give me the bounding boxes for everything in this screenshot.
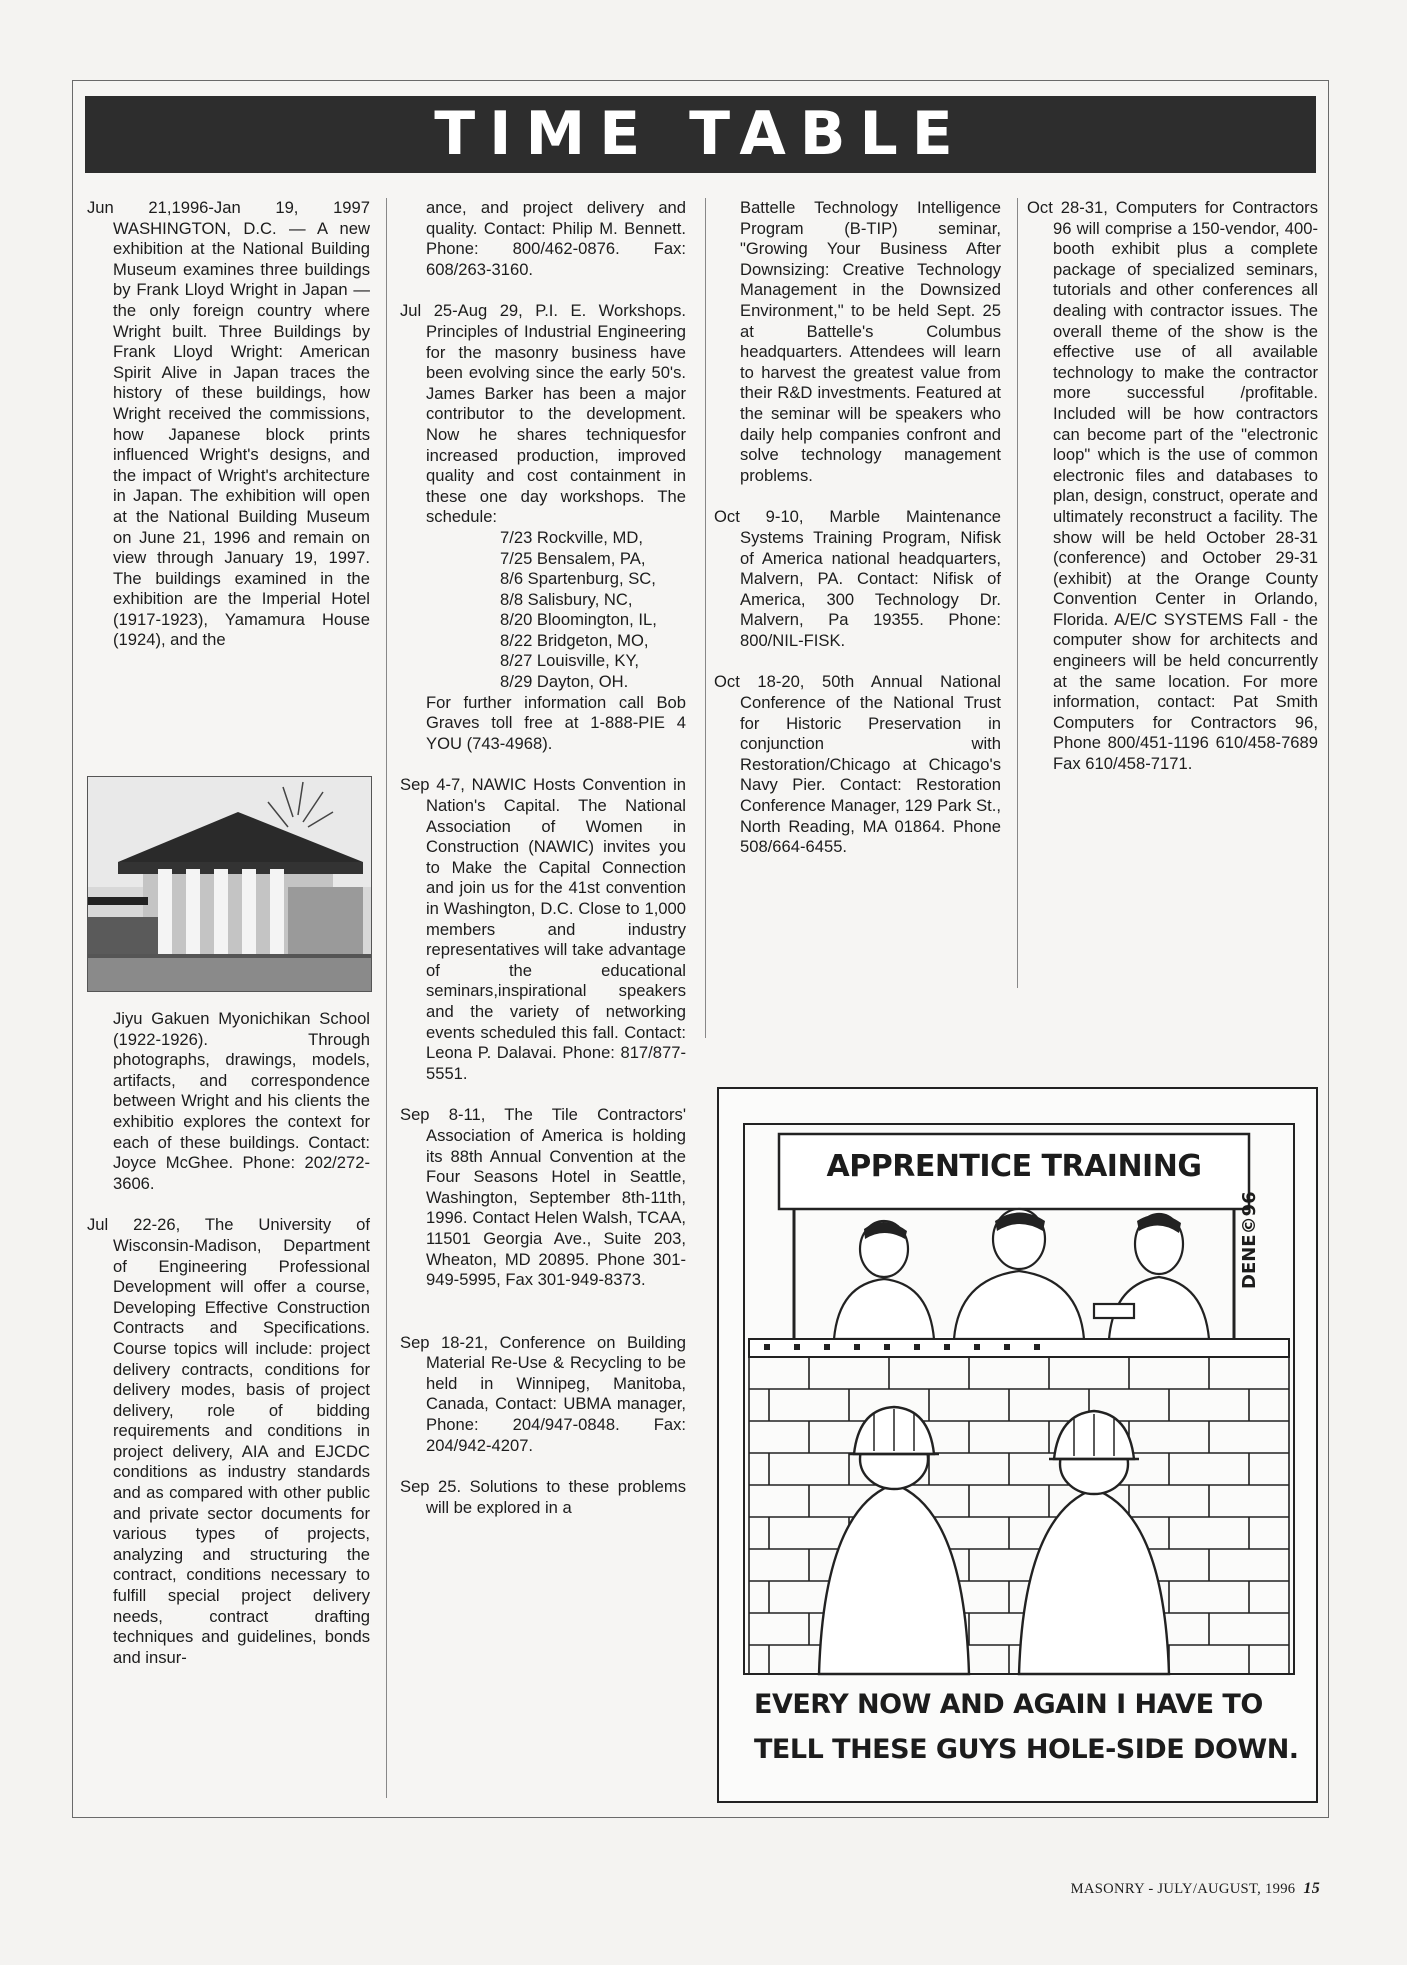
- column-rule: [1017, 198, 1018, 988]
- schedule-item: 8/6 Spartenburg, SC,: [500, 569, 656, 589]
- page-footer: [1071, 1880, 1320, 1898]
- workshop-schedule: [400, 528, 686, 693]
- cartoon-signature: DENE©96: [1239, 1191, 1260, 1289]
- article-computers-for-contractors: Oct 28-31, Computers for Contractors 96 will comprise a 150-vendor, 400-booth exhibit plus a complete package of specialized seminars, tutorials and other conferences all dealing with contractor issues. The overall theme of the show is the effective use of all available technology to make the contractor more successful /profitable. Included will be how contractors can become part of the "electronic loop" which is the use of common electronic files and databases to plan, design, construct, operate and ultimately reconstruct a facility. The show will be held October 28-31 (conference) and October 29-31 (exhibit) at the Orange County Convention Center in Orlando, Florida. A/E/C SYSTEMS Fall - the computer show for architects and engineers will be held concurrently at the same location. For more information, contact: Pat Smith Computers for Contractors 96, Phone 800/451-1196 610/458-7689 Fax 610/458-7171.: [1027, 198, 1318, 774]
- article-wright-continued: Jiyu Gakuen Myonichikan School (1922-1926). Through photographs, drawings, models, artifacts, and correspondence between Wright and his clients the exhibitio explores the context for each of these buildings. Contact: Joyce McGhee. Phone: 202/272-3606.: [113, 1009, 370, 1193]
- column-rule: [705, 198, 706, 1038]
- schedule-item: 8/22 Bridgeton, MO,: [500, 630, 649, 650]
- column-rule: [386, 198, 387, 1798]
- cartoon-sign-text: APPRENTICE TRAINING: [826, 1149, 1202, 1184]
- article-tile-contractors: Sep 8-11, The Tile Contractors' Association of America is holding its 88th Annual Convention at the Four Seasons Hotel in Seattle, Washington, September 8th-11th, 1996. Contact Helen Walsh, TCAA, 11501 Georgia Ave., Suite 203, Wheaton, MD 20895. Phone 301-949-5995, Fax 301-949-8373.: [400, 1105, 686, 1290]
- publication-name: MASONRY - JULY/AUGUST, 1996: [1070, 1881, 1296, 1897]
- article-nawic-convention: Sep 4-7, NAWIC Hosts Convention in Nation's Capital. The National Association of Women in Construction (NAWIC) invites you to Make the Capital Connection and join us for the 41st convention in Washington, D.C. Close to 1,000 members and industry representatives will take advantage of the educational seminars,inspirational speakers and the variety of networking events scheduled this fall. Contact: Leona P. Dalavai. Phone: 817/877-5551.: [400, 775, 686, 1083]
- article-pie-contact: For further information call Bob Graves toll free at 1-888-PIE 4 YOU (743-4968).: [426, 692, 686, 753]
- column-2: [400, 198, 686, 1539]
- article-frank-lloyd-wright: Jun 21,1996-Jan 19, 1997 WASHINGTON, D.C. — A new exhibition at the National Building Museum examines three buildings by Frank Lloyd Wright in Japan — the only foreign country where Wright built. Three Buildings by Frank Lloyd Wright: American Spirit Alive in Japan traces the history of these buildings, how Wright received the commissions, how Japanese block prints influenced Wright's designs, and the impact of Wright's architecture in Japan. The exhibition will open at the National Building Museum on June 21, 1996 and remain on view through January 19, 1997. The buildings examined in the exhibition are the Imperial Hotel (1917-1923), Yamamura House (1924), and the: [87, 198, 370, 650]
- article-material-reuse: Sep 18-21, Conference on Building Material Re-Use & Recycling to be held in Winnipeg, Manitoba, Canada, Contact: UBMA manager, Phone: 204/947-0848. Fax: 204/942-4207.: [400, 1332, 686, 1455]
- schedule-item: 7/23 Rockville, MD,: [500, 527, 643, 547]
- article-battelle: Battelle Technology Intelligence Program (B-TIP) seminar, "Growing Your Business After Downsizing: Creative Technology Management in the Downsized Environment," to be held Sept. 25 at Battelle's Columbus headquarters. Attendees will learn to harvest the greatest value from their R&D investments. Featured at the seminar will be speakers who daily help companies confront and solve technology management problems.: [740, 198, 1001, 485]
- article-uw-continued: ance, and project delivery and quality. Contact: Philip M. Bennett. Phone: 800/462-0876. Fax: 608/263-3160.: [426, 198, 686, 279]
- column-3: [714, 198, 1001, 879]
- cartoon-caption-line-2: TELL THESE GUYS HOLE-SIDE DOWN.: [754, 1734, 1299, 1765]
- article-uw-madison-course: Jul 22-26, The University of Wisconsin-Madison, Department of Engineering Professional Development will offer a course, Developing Effective Construction Contracts and Specifications. Course topics will include: project delivery contracts, conditions for delivery modes, basis of project delivery, role of bidding requirements and conditions in project delivery, AIA and EJCDC conditions as industry standards and as compared with other public and private sector documents for various types of projects, analyzing and structuring the contract, conditions necessary to fulfill special project delivery needs, contract drafting techniques and guidelines, bonds and insur-: [87, 1215, 370, 1667]
- cartoon-panel: [717, 1087, 1318, 1803]
- schedule-item: 7/25 Bensalem, PA,: [500, 548, 646, 568]
- page-number: 15: [1303, 1880, 1320, 1897]
- schedule-item: 8/20 Bloomington, IL,: [500, 610, 657, 630]
- article-pie-workshops: Jul 25-Aug 29, P.I. E. Workshops. Principles of Industrial Engineering for the masonry business have been evolving since the early 50's. James Barker has been a major contributor to the development. Now he shares techniquesfor increased production, improved quality and cost containment in these one day workshops. The schedule:: [400, 301, 686, 527]
- schedule-item: 8/29 Dayton, OH.: [500, 672, 629, 692]
- column-4: [1027, 198, 1318, 796]
- article-solutions: Sep 25. Solutions to these problems will be explored in a: [400, 1477, 686, 1517]
- column-1-continued: [87, 1009, 370, 1689]
- article-historic-preservation: Oct 18-20, 50th Annual National Conference of the National Trust for Historic Preservation in conjunction with Restoration/Chicago at Chicago's Navy Pier. Contact: Restoration Conference Manager, 129 Park St., North Reading, MA 01864. Phone 508/664-6455.: [714, 672, 1001, 857]
- schedule-item: 8/27 Louisville, KY,: [500, 651, 639, 671]
- wright-building-photo: [87, 776, 372, 992]
- schedule-item: 8/8 Salisbury, NC,: [500, 589, 633, 609]
- column-1: [87, 198, 370, 672]
- article-marble-maintenance: Oct 9-10, Marble Maintenance Systems Training Program, Nifisk of America national headquarters, Malvern, PA. Contact: Nifisk of America, 300 Technology Dr. Malvern, Pa 19355. Phone: 800/NIL-FISK.: [714, 507, 1001, 650]
- cartoon-caption-line-1: EVERY NOW AND AGAIN I HAVE TO: [754, 1689, 1263, 1720]
- section-title: TIME TABLE: [85, 96, 1316, 173]
